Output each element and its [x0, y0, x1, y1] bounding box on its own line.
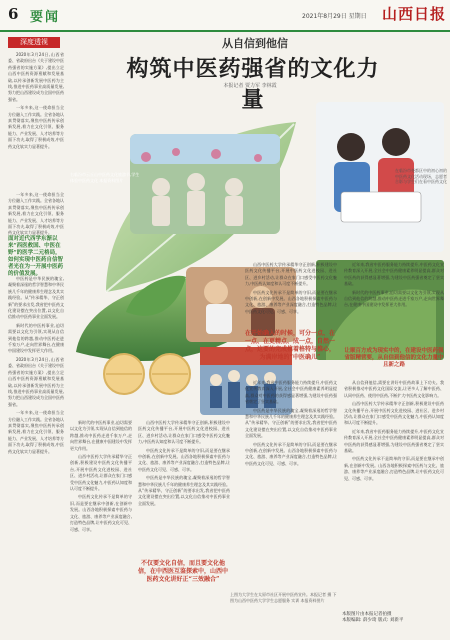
subhead-mid: 在开始确入的时候，可分一点、在一点、在更精点、成一点，自然一点，这要的完成推着格特与推心，为满岸地的“中医确儿”: [245, 330, 336, 361]
body-paragraph: 山西中医药大学传承精华守正创新,积极建设中医药文化传播平台,开展中医药文化进校园、进社区、进乡村活动,让群众在家门口感受中医药文化魅力,中医药认知度和认可度不断提升。: [138, 420, 230, 445]
caption-students: 在临汾市尧都区中的初心初的中医药文化活动现场，志愿者合影与学生们在看中医药文化: [395, 168, 447, 184]
column-tag: 深度透视: [8, 37, 60, 48]
headline: 构筑中医药强省的文化力量: [126, 56, 380, 113]
subhead-bottom: 不仅要文化自信，而且要文化他信，在中西医互鉴探索中，山西中医药文化讲好正“三效融合”: [138, 560, 229, 583]
body-paragraph: 新时代的中医药事业,迫切需要以文化为引领,实现从自信到他信的跨越,推动中医药走进千家万户,走向世界舞台,在健康中国建设中发挥更大作用。: [8, 322, 64, 354]
body-paragraph: 新时代的中医药事业,迫切需要以文化为引领,实现从自信到他信的跨越,推动中医药走进千家万户,走向世界舞台,在健康中国建设中发挥更大作用。: [70, 420, 132, 451]
issue-date: 2021年8月29日 星期日: [302, 13, 367, 20]
newspaper-logo: 山西日报: [382, 5, 447, 23]
subhead-left: 面对近代西学东渐以来“西医救国、中医在野”的医学二元格局，如何实现中医药自信智者光在为一开展中医药的价值发展。: [8, 236, 64, 277]
left-column-lower: [8, 276, 64, 606]
column-2: [70, 420, 132, 610]
body-paragraph: 中医药是中华民族的瑰宝,凝聚着深邃的哲学智慧和中华民族几千年的健康养生理念及其实践经验。从“传承精华、守正创新”的要求出发,我省把中医药文化建设摆在突出位置,以文化自信推动中医药事业全面发展。: [245, 407, 337, 439]
caption-bottom-photo: 上图为大学生在太原市社区开展中医药宣传。本报记者 摄 下图为山西中医药大学学生志愿服务 实训 本报资料图片: [230, 592, 337, 603]
column-5-lower: [344, 380, 444, 608]
photo-credit: 本版图片由本报记者拍摄: [342, 612, 392, 617]
column-5-upper: [344, 262, 444, 344]
body-paragraph: 2020年3月24日,山西省委、省政府出台《关于建设中医药强省的实施方案》,提出立足山西中医药资源禀赋和发展基础,以传承创新发展中医药为主线,推进中医药事业高质量发展,努力把山西建设成为全国中医药强省。: [8, 356, 64, 407]
editor-credit: 本版编辑: 薛少琦 版式: 刘新平: [342, 618, 404, 623]
body-paragraph: 中医药文化传承不是简单的守旧,而是要在继承中创新,在创新中发展。山西各地积极探索中医药与文化、旅游、康养等产业深度融合,打造特色品牌,让中医药文化可见、可感、可享。: [138, 447, 230, 472]
section-title: 要闻: [30, 10, 61, 25]
lead-paragraph: 2020年3月24日,山西省委、省政府出台《关于建设中医药强省的实施方案》,提出立足山西中医药资源禀赋和发展基础,以传承创新发展中医药为主线,推进中医药事业高质量发展,努力把山西建设成为全国中医药强省。: [8, 52, 64, 102]
masthead: [0, 0, 450, 32]
body-paragraph: 近年来,我省中医药服务能力持续提升,中医药文化宣传教育深入开展,全社会中医药健康素养明显提高,群众对中医药的获得感显著增强,为建设中医药强省奠定了坚实基础。: [344, 262, 444, 287]
body-paragraph: 近年来,我省中医药服务能力持续提升,中医药文化宣传教育深入开展,全社会中医药健康素养明显提高,群众对中医药的获得感显著增强,为建设中医药强省奠定了坚实基础。: [344, 428, 444, 454]
body-paragraph: 一年多来,这一使命担当全方位融入工作实践。全省各地认真贯彻落实,聚焦中医药传承创新发展,着力在文化引领、服务能力、产业发展、人才培养等方面下功夫,取得了积极成效,中医药文化软实力显著提升。: [8, 192, 64, 236]
photo-collage: [130, 134, 280, 234]
body-paragraph: 中医药文化传承不是简单的守旧,而是要在继承中创新,在创新中发展。山西各地积极探索中医药与文化、旅游、康养等产业深度融合,打造特色品牌,让中医药文化可见、可感、可享。: [70, 494, 132, 532]
column-4-lower: [245, 380, 337, 585]
column-3: [138, 420, 230, 556]
body-paragraph: 中医药是中华民族的瑰宝,凝聚着深邃的哲学智慧和中华民族几千年的健康养生理念及其实践经验。从“传承精华、守正创新”的要求出发,我省把中医药文化建设摆在突出位置,以文化自信推动中医药事业全面发展。: [138, 475, 230, 506]
body-paragraph: 山西中医药大学传承精华守正创新,积极建设中医药文化传播平台,开展中医药文化进校园、进社区、进乡村活动,让群众在家门口感受中医药文化魅力,中医药认知度和认可度不断提升。: [70, 454, 132, 492]
body-paragraph: 近年来,我省中医药服务能力持续提升,中医药文化宣传教育深入开展,全社会中医药健康素养明显提高,群众对中医药的获得感显著增强,为建设中医药强省奠定了坚实基础。: [245, 380, 337, 405]
body-paragraph: 中医药是中华民族的瑰宝,凝聚着深邃的哲学智慧和中华民族几千年的健康养生理念及其实践经验。从“传承精华、守正创新”的要求出发,我省把中医药文化建设摆在突出位置,以文化自信推动中医药事业全面发展。: [8, 276, 64, 320]
body-paragraph: 中医药文化传承不是简单的守旧,而是要在继承中创新,在创新中发展。山西各地积极探索中医药与文化、旅游、康养等产业深度融合,打造特色品牌,让中医药文化可见、可感、可享。: [245, 441, 337, 466]
left-column-upper: [8, 192, 64, 236]
column-4-upper: [245, 262, 337, 326]
body-paragraph: 从自信到他信,需要在讲好中医药故事上下功夫。我省积极推动中医药文化国际交流,让更多人了解中医药、认同中医药、使用中医药,不断扩大中医药文化影响力。: [344, 380, 444, 398]
body-paragraph: 一年多来,这一使命担当全方位融入工作实践。全省各地认真贯彻落实,聚焦中医药传承创新发展,着力在文化引领、服务能力、产业发展、人才培养等方面下功夫,取得了积极成效,中医药文化软实力显著提升。: [8, 105, 64, 149]
body-paragraph: 新时代的中医药事业,迫切需要以文化为引领,实现从自信到他信的跨越,推动中医药走进千家万户,走向世界舞台,在健康中国建设中发挥更大作用。: [344, 289, 444, 308]
body-paragraph: 中医药文化传承不是简单的守旧,而是要在继承中创新,在创新中发展。山西各地积极探索中医药与文化、旅游、康养等产业深度融合,打造特色品牌,让中医药文化可见、可感、可享。: [344, 456, 444, 481]
lead-column: [8, 52, 64, 192]
body-paragraph: 一年多来,这一使命担当全方位融入工作实践。全省各地认真贯彻落实,聚焦中医药传承创新发展,着力在文化引领、服务能力、产业发展、人才培养等方面下功夫,取得了积极成效,中医药文化软实力显著提升。: [8, 410, 64, 454]
page-number: 6: [8, 5, 19, 23]
caption-artwork: 右临汾市云丘山中医药文化旅游节,学生体验中医药文化 本报资料图片: [70, 172, 140, 183]
page-footer: [342, 612, 446, 624]
body-paragraph: 山西中医药大学传承精华守正创新,积极建设中医药文化传播平台,开展中医药文化进校园、进社区、进乡村活动,让群众在家门口感受中医药文化魅力,中医药认知度和认可度不断提升。: [344, 401, 444, 426]
body-paragraph: 山西中医药大学传承精华守正创新,积极建设中医药文化传播平台,开展中医药文化进校园、进社区、进乡村活动,让群众在家门口感受中医药文化魅力,中医药认知度和认可度不断提升。: [245, 262, 337, 287]
subhead-right: 让顺百方成为现实中的，在建设中医药强省版精营要，从自信到他信的文化力量中且新之路: [344, 348, 444, 368]
kicker-title: 从自信到他信: [222, 37, 288, 50]
byline: 本报记者 贾力军 李林霞: [223, 83, 277, 89]
body-paragraph: 中医药文化传承不是简单的守旧,而是要在继承中创新,在创新中发展。山西各地积极探索中医药与文化、旅游、康养等产业深度融合,打造特色品牌,让中医药文化可见、可感、可享。: [245, 289, 337, 314]
